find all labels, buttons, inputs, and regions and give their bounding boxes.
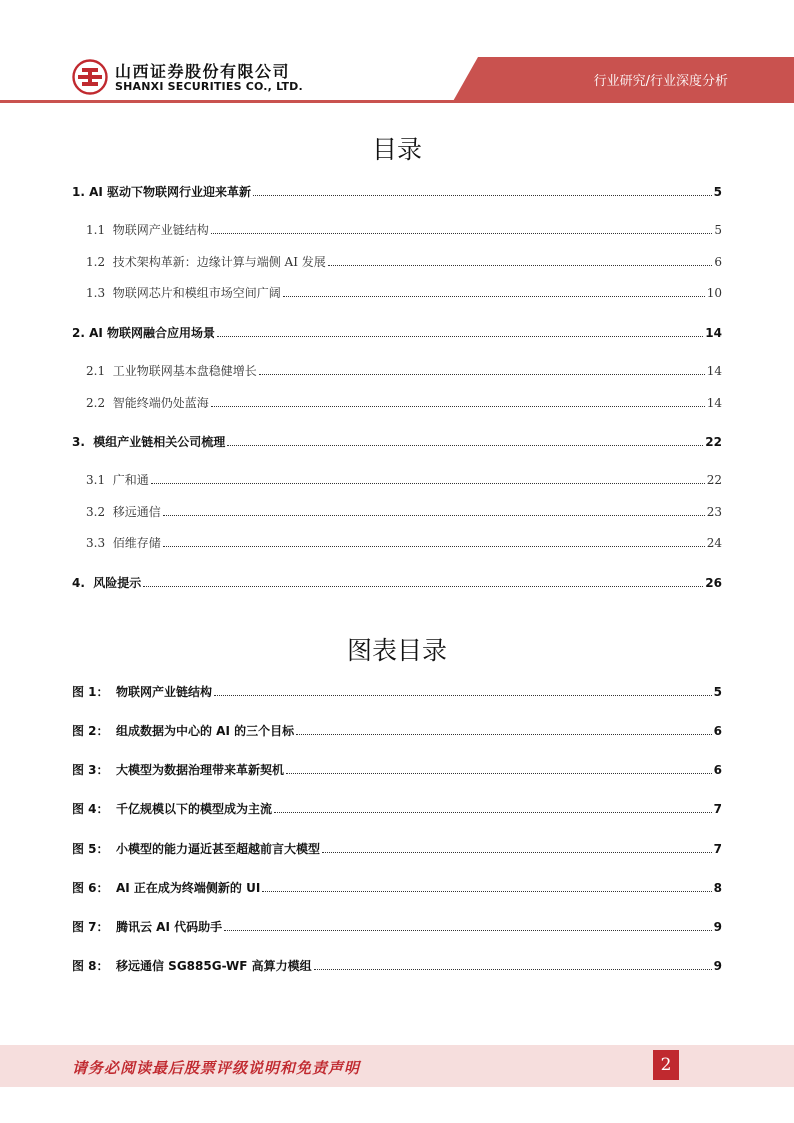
figure-entry[interactable]	[72, 880, 722, 896]
toc-subsection-label: 技术架构革新：边缘计算与端侧 AI 发展	[112, 255, 326, 269]
toc-section-label: 风险提示	[93, 576, 142, 590]
toc-subsection-number: 1.1	[86, 223, 113, 237]
toc-subsection-page: 14	[706, 364, 722, 378]
toc-section-label: 模组产业链相关公司梳理	[93, 435, 226, 449]
figure-entry-page: 8	[713, 881, 722, 895]
toc-subsection-page: 14	[706, 396, 722, 410]
toc-subsection-page: 23	[706, 505, 722, 519]
figure-entry-number: 图 1：	[72, 685, 109, 699]
toc-title: 目录	[371, 135, 422, 164]
toc-subsection-label: 广和通	[112, 473, 149, 487]
figure-entry-page: 5	[713, 685, 722, 699]
toc-section-number: 1.	[72, 185, 90, 199]
dot-leader	[214, 684, 712, 696]
figure-entry-label: 物联网产业链结构	[116, 685, 213, 699]
dot-leader	[211, 222, 713, 234]
toc-subsection-label: 工业物联网基本盘稳健增长	[112, 364, 257, 378]
toc-subsection-label: 移远通信	[112, 505, 161, 519]
figure-entry-label: 腾讯云 AI 代码助手	[116, 920, 223, 934]
toc-section-page: 22	[705, 435, 722, 449]
dot-leader	[227, 434, 703, 446]
toc-subsection-page: 6	[714, 255, 722, 269]
toc-section-number: 4.	[72, 576, 94, 590]
header-banner	[0, 0, 794, 110]
toc-subsection[interactable]	[86, 285, 722, 301]
toc-section-page: 26	[705, 576, 722, 590]
dot-leader	[217, 325, 703, 337]
figure-entry-label: 大模型为数据治理带来革新契机	[116, 763, 285, 777]
figure-entry[interactable]	[72, 723, 722, 739]
figure-entry-number: 图 3：	[72, 763, 109, 777]
toc-subsection[interactable]	[86, 504, 722, 520]
figure-entry-page: 6	[713, 763, 722, 777]
figure-entry-label: AI 正在成为终端侧新的 UI	[116, 881, 261, 895]
toc-section[interactable]	[72, 434, 722, 450]
figure-entry[interactable]	[72, 762, 722, 778]
figure-entry-page: 9	[713, 959, 722, 973]
toc-subsection-page: 22	[706, 473, 722, 487]
toc-subsection-label: 物联网芯片和模组市场空间广阔	[112, 286, 281, 300]
figure-entry-number: 图 6：	[72, 881, 109, 895]
page-footer	[0, 1045, 794, 1087]
toc-subsection[interactable]	[86, 472, 722, 488]
company-logo-icon	[72, 59, 108, 95]
dot-leader	[211, 395, 705, 407]
figure-entry-page: 7	[713, 842, 722, 856]
toc-subsection-label: 物联网产业链结构	[112, 223, 209, 237]
figure-entry-label: 组成数据为中心的 AI 的三个目标	[116, 724, 295, 738]
page-number: 2	[653, 1050, 679, 1080]
figure-entry-page: 9	[713, 920, 722, 934]
toc-subsection-number: 3.2	[86, 505, 113, 519]
dot-leader	[224, 919, 712, 931]
toc-section-label: AI 驱动下物联网行业迎来革新	[89, 185, 252, 199]
dot-leader	[163, 504, 705, 516]
dot-leader	[262, 880, 711, 892]
figure-entry[interactable]	[72, 801, 722, 817]
toc-subsection-number: 3.3	[86, 536, 113, 550]
toc-section[interactable]	[72, 575, 722, 591]
figure-entry[interactable]	[72, 958, 722, 974]
toc-subsection-label: 佰维存储	[112, 536, 161, 550]
toc-section-number: 3.	[72, 435, 94, 449]
toc-section[interactable]	[72, 325, 722, 341]
disclaimer-notice[interactable]: 请务必阅读最后股票评级说明和免责声明	[72, 1059, 361, 1077]
figure-entry[interactable]	[72, 919, 722, 935]
toc-subsection[interactable]	[86, 222, 722, 238]
figure-entry-number: 图 8：	[72, 959, 109, 973]
dot-leader	[253, 184, 712, 196]
dot-leader	[163, 535, 705, 547]
company-name-en: SHANXI SECURITIES CO., LTD.	[115, 80, 303, 93]
figures-title: 图表目录	[346, 636, 447, 665]
figure-entry-number: 图 7：	[72, 920, 109, 934]
figure-entry-number: 图 4：	[72, 802, 109, 816]
figure-entry-label: 千亿规模以下的模型成为主流	[116, 802, 273, 816]
dot-leader	[143, 575, 703, 587]
dot-leader	[314, 958, 712, 970]
dot-leader	[151, 472, 705, 484]
toc-subsection[interactable]	[86, 363, 722, 379]
figure-entry-page: 7	[713, 802, 722, 816]
toc-subsection-page: 10	[706, 286, 722, 300]
figure-entry-number: 图 5：	[72, 842, 109, 856]
dot-leader	[296, 723, 712, 735]
toc-subsection-number: 2.2	[86, 396, 113, 410]
company-name-cn: 山西证券股份有限公司	[115, 62, 291, 81]
figure-entry-label: 小模型的能力逼近甚至超越前言大模型	[116, 842, 321, 856]
toc-subsection-number: 2.1	[86, 364, 113, 378]
toc-section-label: AI 物联网融合应用场景	[89, 326, 216, 340]
toc-subsection-number: 3.1	[86, 473, 113, 487]
figure-entry-page: 6	[713, 724, 722, 738]
toc-subsection-page: 24	[706, 536, 722, 550]
toc-section-number: 2.	[72, 326, 90, 340]
dot-leader	[283, 285, 705, 297]
toc-section[interactable]	[72, 184, 722, 200]
toc-subsection-page: 5	[714, 223, 722, 237]
dot-leader	[286, 762, 712, 774]
dot-leader	[274, 801, 712, 813]
toc-subsection-number: 1.3	[86, 286, 113, 300]
dot-leader	[259, 363, 705, 375]
toc-subsection[interactable]	[86, 254, 722, 270]
toc-subsection[interactable]	[86, 395, 722, 411]
figure-entry-number: 图 2：	[72, 724, 109, 738]
figure-entry-label: 移远通信 SG885G-WF 高算力模组	[116, 959, 312, 973]
figure-entry[interactable]	[72, 684, 722, 700]
report-category: 行业研究/行业深度分析	[593, 74, 728, 89]
toc-subsection-number: 1.2	[86, 255, 113, 269]
figure-entry[interactable]	[72, 841, 722, 857]
toc-subsection-label: 智能终端仍处蓝海	[112, 396, 209, 410]
toc-section-page: 5	[713, 185, 722, 199]
dot-leader	[328, 254, 713, 266]
toc-subsection[interactable]	[86, 535, 722, 551]
dot-leader	[322, 841, 712, 853]
page-header	[0, 0, 794, 110]
toc-section-page: 14	[705, 326, 722, 340]
